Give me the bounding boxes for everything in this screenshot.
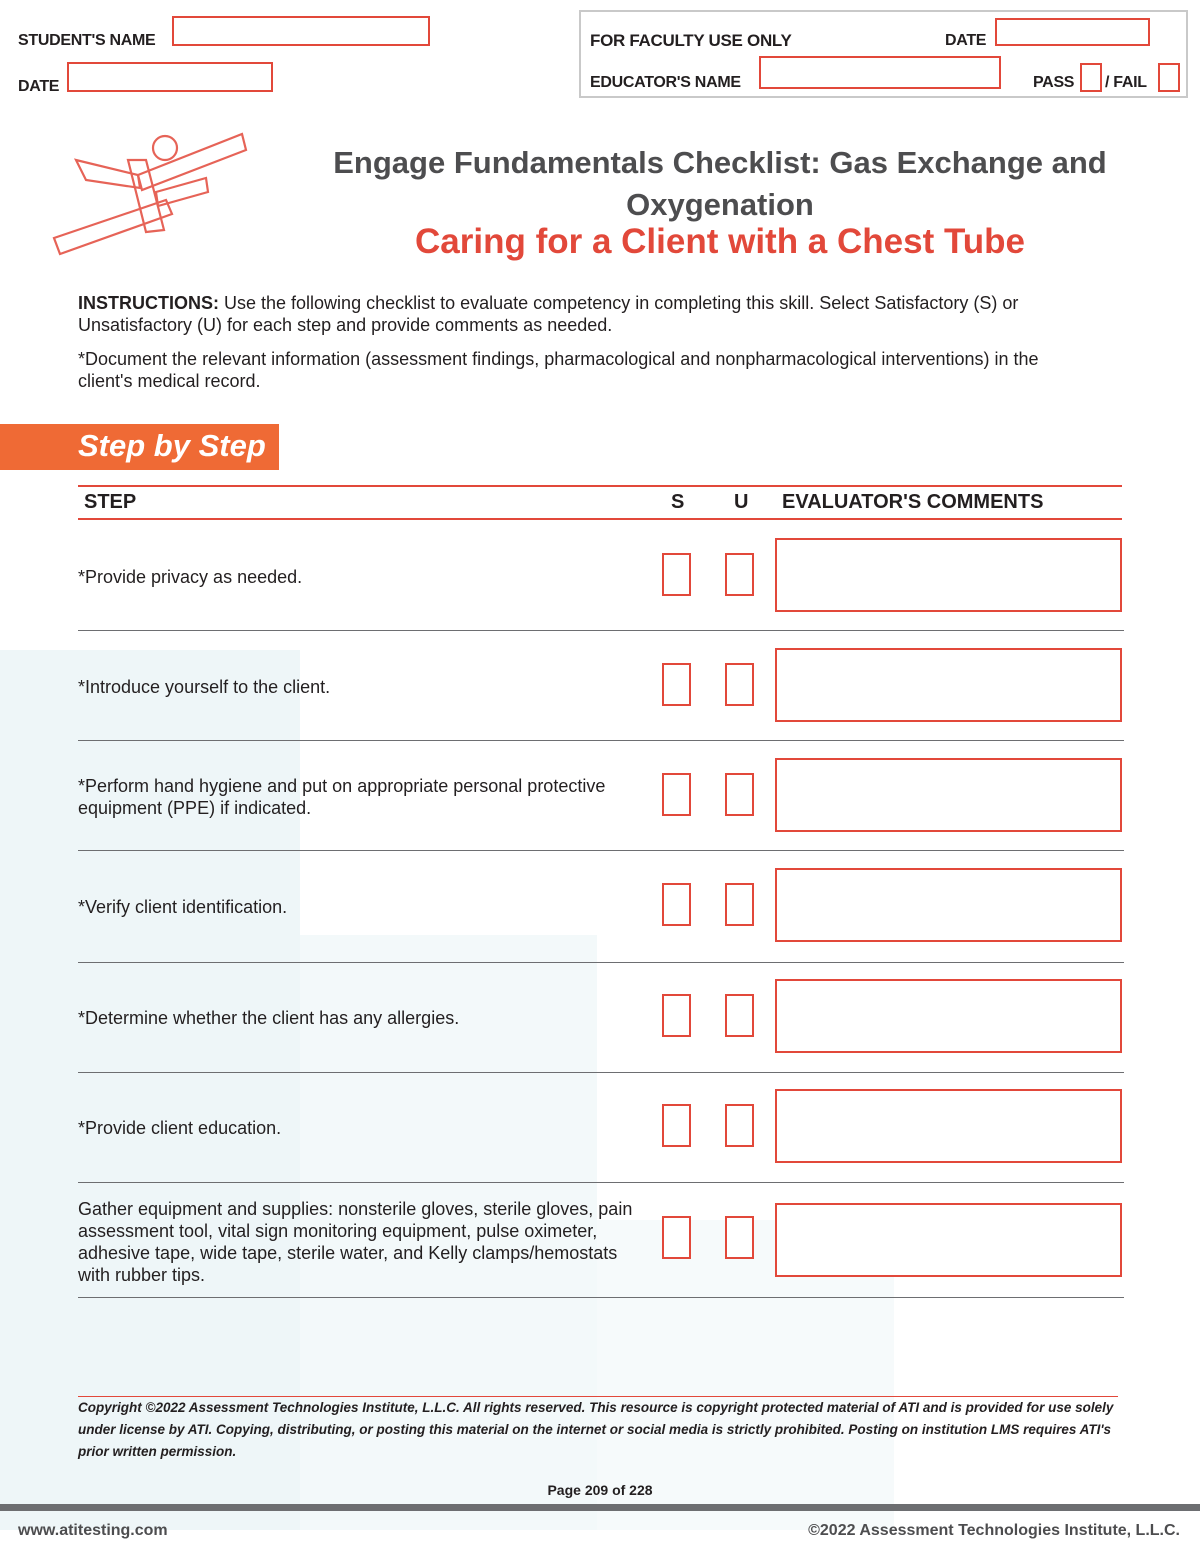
educator-name-label: EDUCATOR'S NAME [590,74,741,91]
step-text: *Introduce yourself to the client. [78,677,331,697]
instructions-label: INSTRUCTIONS: [78,293,219,313]
u-checkbox[interactable] [725,1104,754,1147]
u-checkbox[interactable] [725,883,754,926]
header-u: U [734,491,749,513]
ati-logo-icon [46,120,256,270]
step-text: Gather equipment and supplies: nonsterile gloves, sterile gloves, pain assessment tool, vital sign monitoring equipment, pulse oximeter, adhesive tape, wide tape, sterile water, and Kelly clamps/hemostats with rubber tips. [78,1199,633,1285]
footer-company: ©2022 Assessment Technologies Institute, L.L.C. [808,1522,1180,1539]
faculty-date-field[interactable] [995,18,1150,46]
row-divider [78,630,1124,631]
footer-url-link[interactable]: www.atitesting.com [18,1522,168,1539]
faculty-title: FOR FACULTY USE ONLY [590,31,792,50]
header-step: STEP [84,491,137,513]
step-text: *Provide client education. [78,1118,282,1138]
comments-field[interactable] [775,758,1122,832]
comments-field[interactable] [775,648,1122,722]
step-text: *Determine whether the client has any allergies. [78,1008,460,1028]
s-checkbox[interactable] [662,1216,691,1259]
pass-checkbox[interactable] [1080,63,1102,92]
section-banner-label: Step by Step [78,428,266,463]
comments-field[interactable] [775,538,1122,612]
educator-name-field[interactable] [759,56,1001,89]
u-checkbox[interactable] [725,663,754,706]
table-header-rule [78,518,1122,520]
table-top-rule [78,485,1122,487]
s-checkbox[interactable] [662,663,691,706]
step-text: *Verify client identification. [78,897,288,917]
student-date-label: DATE [18,78,60,95]
student-date-field[interactable] [67,62,273,92]
page-title: Engage Fundamentals Checklist: Gas Exchange and Oxygenation [333,145,1107,222]
step-text: *Perform hand hygiene and put on appropriate personal protective equipment (PPE) if indicated. [78,776,606,818]
u-checkbox[interactable] [725,773,754,816]
page-subtitle: Caring for a Client with a Chest Tube [415,222,1025,261]
u-checkbox[interactable] [725,1216,754,1259]
page-number: Page 209 of 228 [547,1482,653,1498]
row-divider [78,1182,1124,1183]
s-checkbox[interactable] [662,773,691,816]
s-checkbox[interactable] [662,553,691,596]
comments-field[interactable] [775,1203,1122,1277]
row-divider [78,850,1124,851]
row-divider [78,962,1124,963]
u-checkbox[interactable] [725,994,754,1037]
fail-label: / FAIL [1105,74,1147,91]
fail-checkbox[interactable] [1158,63,1180,92]
footer-bar [0,1504,1200,1511]
student-name-field[interactable] [172,16,430,46]
s-checkbox[interactable] [662,994,691,1037]
instructions-text: Use the following checklist to evaluate competency in completing this skill. Select Satisfactory (S) or Unsatisfactory (U) for each step and provide comments as needed. [78,293,1019,335]
row-divider [78,1072,1124,1073]
pass-label: PASS [1033,74,1075,91]
faculty-date-label: DATE [945,32,987,49]
student-name-label: STUDENT'S NAME [18,32,156,49]
header-s: S [671,491,685,513]
instructions [78,292,1068,336]
s-checkbox[interactable] [662,1104,691,1147]
comments-field[interactable] [775,868,1122,942]
header-comments: EVALUATOR'S COMMENTS [782,491,1044,513]
row-divider [78,740,1124,741]
row-divider [78,1297,1124,1298]
s-checkbox[interactable] [662,883,691,926]
comments-field[interactable] [775,1089,1122,1163]
copyright-notice: Copyright ©2022 Assessment Technologies Institute, L.L.C. All rights reserved. This resource is copyright protected material of ATI and is provided for use solely under license by ATI. Copying, distributing, or posting this material on the internet or social media is strictly prohibited. Posting on institution LMS requires ATI's prior written permission. [78,1396,1118,1463]
step-text: *Provide privacy as needed. [78,567,303,587]
comments-field[interactable] [775,979,1122,1053]
u-checkbox[interactable] [725,553,754,596]
documentation-note: *Document the relevant information (assessment findings, pharmacological and nonpharmacological interventions) in the client's medical record. [78,349,1039,391]
